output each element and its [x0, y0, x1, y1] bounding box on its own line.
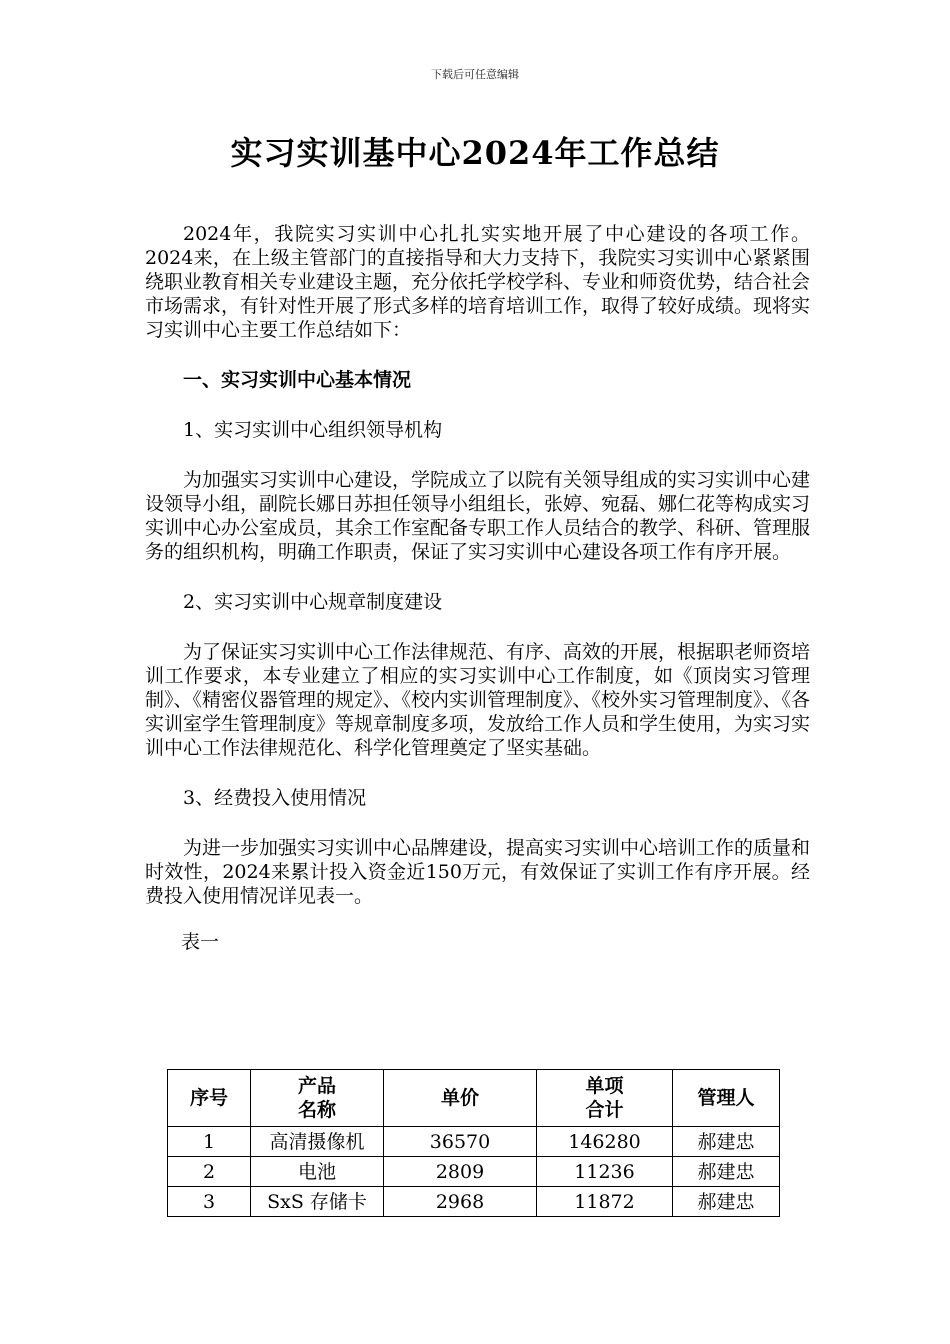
cell-no: 1 — [168, 1127, 251, 1157]
cell-manager: 郝建忠 — [673, 1157, 780, 1187]
cell-price: 2968 — [384, 1187, 537, 1217]
table-row — [168, 1187, 780, 1217]
header-unit-price: 单价 — [384, 1070, 537, 1127]
table-caption: 表一 — [181, 931, 220, 953]
cell-total: 146280 — [537, 1127, 673, 1157]
header-no: 序号 — [168, 1070, 251, 1127]
subsection-heading-2: 2、实习实训中心规章制度建设 — [183, 591, 443, 613]
header-item-total — [537, 1070, 673, 1127]
cell-no: 2 — [168, 1157, 251, 1187]
cell-manager: 郝建忠 — [673, 1127, 780, 1157]
table-header-row — [168, 1070, 780, 1127]
cell-manager: 郝建忠 — [673, 1187, 780, 1217]
cell-name: 高清摄像机 — [251, 1127, 384, 1157]
document-title: 实习实训基中心2024年工作总结 — [230, 134, 720, 172]
cell-total: 11872 — [537, 1187, 673, 1217]
cell-no: 3 — [168, 1187, 251, 1217]
document-body — [145, 222, 810, 954]
header-name-line2: 名称 — [297, 1099, 336, 1121]
header-total-line2: 合计 — [585, 1099, 624, 1121]
cell-price: 2809 — [384, 1157, 537, 1187]
section-heading-1: 一、实习实训中心基本情况 — [183, 369, 412, 391]
cell-name: 电池 — [251, 1157, 384, 1187]
cell-name: SxS 存储卡 — [251, 1187, 384, 1217]
table-row — [168, 1157, 780, 1187]
subsection-body-2: 为了保证实习实训中心工作法律规范、有序、高效的开展，根据职老师资培训工作要求，本专业建立了相应的实习实训中心工作制度，如《顶岗实习管理制》、《精密仪器管理的规定》、《校内实训管理制度》、《校外实习管理制度》、《各实训室学生管理制度》等规章制度多项，发放给工作人员和学生使用，为实习实训中心工作法律规范化、科学化管理奠定了坚实基础。 — [145, 641, 811, 759]
funding-table — [167, 1069, 780, 1217]
header-manager: 管理人 — [673, 1070, 780, 1127]
subsection-body-3: 为进一步加强实习实训中心品牌建设，提高实习实训中心培训工作的质量和时效性，2024来累计投入资金近150万元，有效保证了实训工作有序开展。经费投入使用情况详见表一。 — [145, 837, 811, 907]
watermark-text: 下载后可任意编辑 — [431, 68, 519, 81]
table-row — [168, 1127, 780, 1157]
subsection-heading-3: 3、经费投入使用情况 — [183, 787, 367, 809]
subsection-heading-1: 1、实习实训中心组织领导机构 — [183, 419, 443, 441]
cell-total: 11236 — [537, 1157, 673, 1187]
intro-paragraph: 2024年，我院实习实训中心扎扎实实地开展了中心建设的各项工作。2024来，在上级主管部门的直接指导和大力支持下，我院实习实训中心紧紧围绕职业教育相关专业建设主题，充分依托学校学科、专业和师资优势，结合社会市场需求，有针对性开展了形式多样的培育培训工作，取得了较好成绩。现将实习实训中心主要工作总结如下： — [145, 223, 811, 341]
header-total-line1: 单项 — [585, 1075, 624, 1097]
header-product-name — [251, 1070, 384, 1127]
subsection-body-1: 为加强实习实训中心建设，学院成立了以院有关领导组成的实习实训中心建设领导小组，副院长娜日苏担任领导小组组长，张婷、宛磊、娜仁花等构成实习实训中心办公室成员，其余工作室配备专职工作人员结合的教学、科研、管理服务的组织机构，明确工作职责，保证了实习实训中心建设各项工作有序开展。 — [145, 469, 811, 563]
cell-price: 36570 — [384, 1127, 537, 1157]
header-name-line1: 产品 — [297, 1075, 336, 1097]
